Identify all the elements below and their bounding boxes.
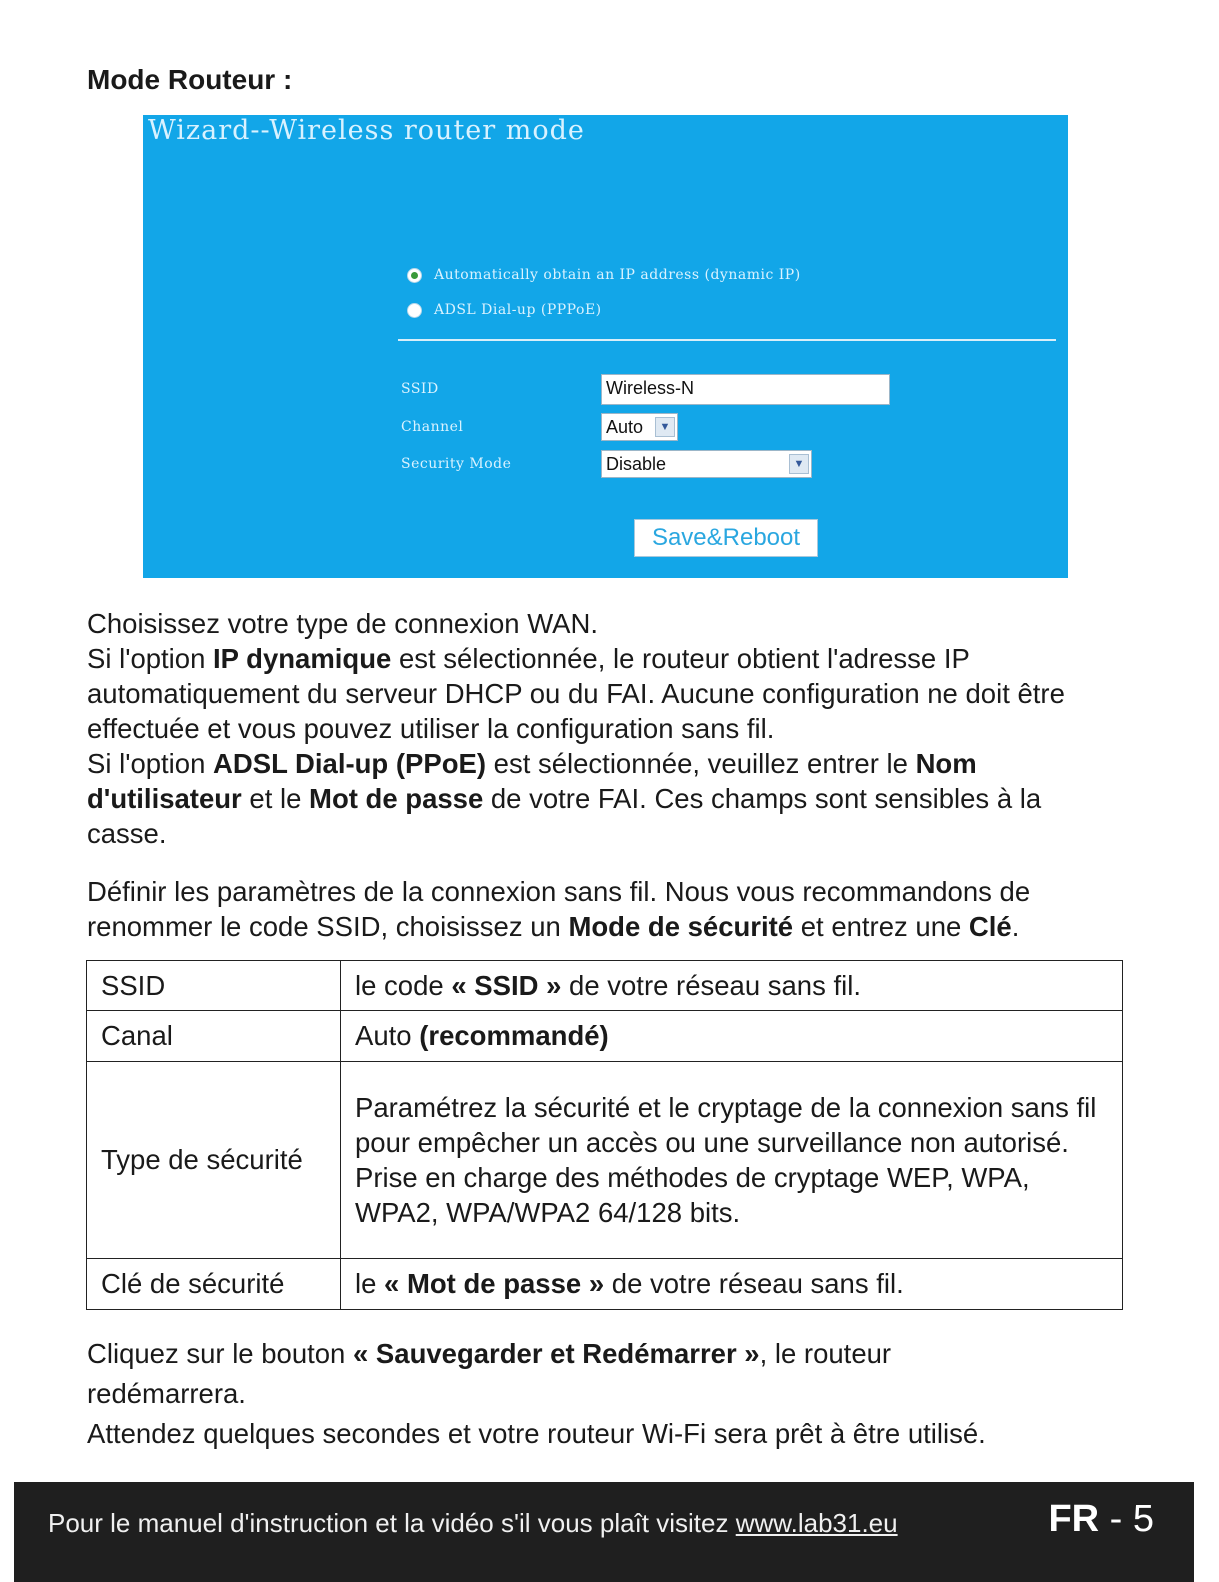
table-value: le « Mot de passe » de votre réseau sans fil. <box>341 1259 1123 1310</box>
radio-selected-icon[interactable] <box>407 268 422 283</box>
wireless-c: et entrez une <box>793 911 969 942</box>
intro-p3-bold-2: Nom d'utilisateur <box>87 748 977 814</box>
website-link[interactable]: www.lab31.eu <box>735 1508 898 1538</box>
language-code: FR <box>1048 1498 1100 1540</box>
table-key: Canal <box>87 1011 341 1062</box>
intro-p2-bold: IP dynamique <box>213 643 392 674</box>
table-key: Clé de sécurité <box>87 1259 341 1310</box>
router-wizard-screenshot <box>143 115 1068 578</box>
radio-unselected-icon[interactable] <box>407 303 422 318</box>
wizard-title: Wizard--Wireless router mode <box>148 115 585 146</box>
table-row <box>87 1062 1123 1259</box>
page-number-value: - 5 <box>1099 1498 1154 1540</box>
intro-p3-e: et le <box>241 783 310 814</box>
table-key: SSID <box>87 961 341 1011</box>
table-value: Paramétrez la sécurité et le cryptage de la connexion sans fil pour empêcher un accès ou une surveillance non autorisé. Prise en charge des méthodes de cryptage WEP, WPA, WPA2, WPA/WPA2 64/128 bits. <box>341 1062 1123 1259</box>
option-pppoe[interactable] <box>407 302 602 318</box>
intro-p3-g: de votre FAI. Ces champs sont sensibles à la casse. <box>87 783 1042 849</box>
intro-p3-a: Si l'option <box>87 748 214 779</box>
wireless-bold-1: Mode de sécurité <box>568 911 794 942</box>
wireless-a: Définir les paramètres de la connexion sans fil. Nous vous recommandons de renommer le code SSID, choisissez un <box>87 876 1031 942</box>
closing-c: , le routeur redémarrera. <box>87 1338 892 1409</box>
channel-select[interactable] <box>601 413 678 441</box>
save-reboot-button[interactable]: Save&Reboot <box>634 519 818 557</box>
wireless-bold-2: Clé <box>968 911 1012 942</box>
ssid-input[interactable]: Wireless-N <box>601 374 890 405</box>
closing-bold: « Sauvegarder et Redémarrer » <box>353 1338 760 1369</box>
channel-label: Channel <box>401 419 464 435</box>
security-mode-select[interactable] <box>601 450 812 478</box>
intro-line-1: Choisissez votre type de connexion WAN. <box>87 608 599 639</box>
chevron-down-icon[interactable]: ▼ <box>789 454 809 474</box>
table-row <box>87 1259 1123 1310</box>
intro-p2-c: est sélectionnée, le routeur obtient l'adresse IP automatiquement du serveur DHCP ou du FAI. Aucune configuration ne doit être effectuée et vous pouvez utiliser la configuration sans fil. <box>87 643 1065 744</box>
intro-p2-a: Si l'option <box>87 643 214 674</box>
wireless-text <box>87 874 1132 944</box>
security-mode-label: Security Mode <box>401 456 512 472</box>
table-key: Type de sécurité <box>87 1062 341 1259</box>
divider <box>398 339 1056 341</box>
chevron-down-icon[interactable]: ▼ <box>655 417 675 437</box>
page-number <box>1048 1498 1154 1541</box>
intro-text <box>87 606 1127 851</box>
closing-text <box>87 1334 1027 1454</box>
option-dynamic-ip-label: Automatically obtain an IP address (dynamic IP) <box>434 267 801 283</box>
channel-value: Auto <box>606 417 644 437</box>
closing-d: Attendez quelques secondes et votre routeur Wi-Fi sera prêt à être utilisé. <box>87 1418 986 1449</box>
footer-text <box>48 1508 898 1539</box>
intro-p3-c: est sélectionnée, veuillez entrer le <box>486 748 916 779</box>
intro-p3-bold-3: Mot de passe <box>309 783 484 814</box>
wireless-e: . <box>1011 911 1020 942</box>
intro-p3-bold-1: ADSL Dial-up (PPoE) <box>213 748 487 779</box>
table-row <box>87 1011 1123 1062</box>
table-row <box>87 961 1123 1011</box>
section-heading: Mode Routeur : <box>87 64 293 95</box>
closing-a: Cliquez sur le bouton <box>87 1338 353 1369</box>
table-value: le code « SSID » de votre réseau sans fil. <box>341 961 1123 1011</box>
option-dynamic-ip[interactable] <box>407 267 801 283</box>
option-pppoe-label: ADSL Dial-up (PPPoE) <box>434 302 602 318</box>
ssid-label: SSID <box>401 381 439 397</box>
security-mode-value: Disable <box>606 454 667 474</box>
footer-bar <box>14 1482 1194 1582</box>
parameters-table <box>86 960 1123 1310</box>
footer-text-body: Pour le manuel d'instruction et la vidéo s'il vous plaît visitez <box>48 1508 736 1538</box>
table-value: Auto (recommandé) <box>341 1011 1123 1062</box>
